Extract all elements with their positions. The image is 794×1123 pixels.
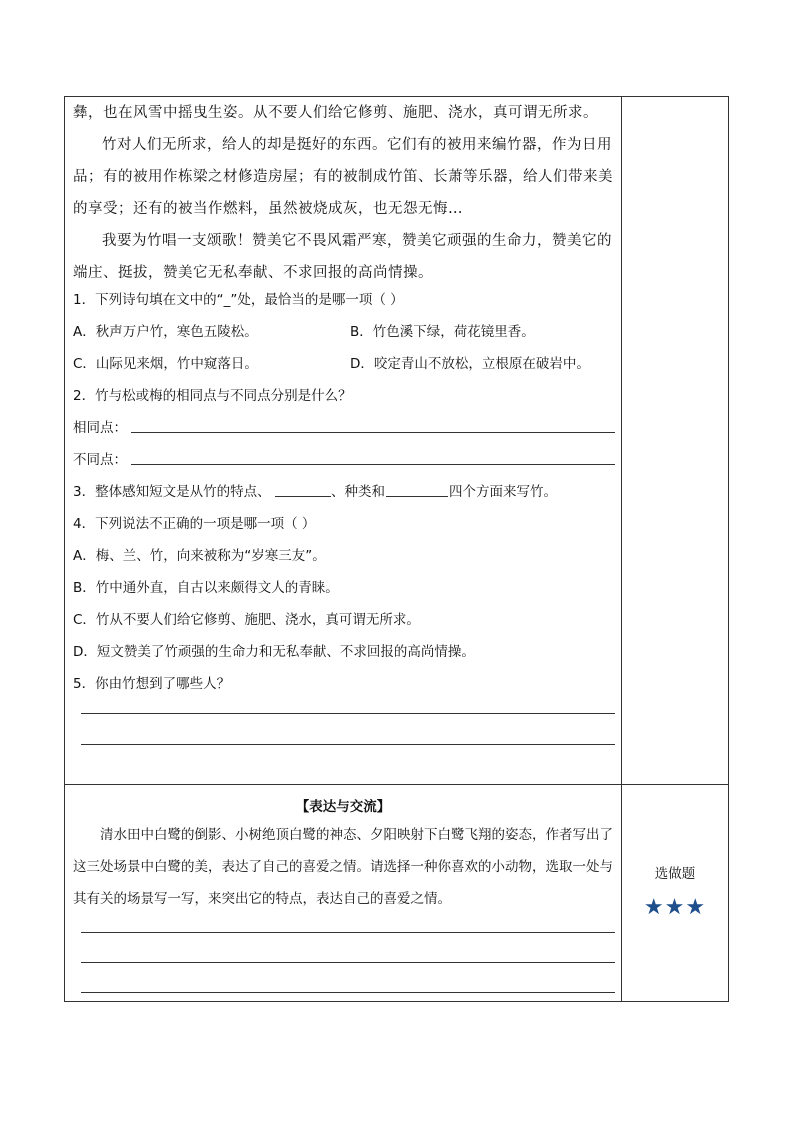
q3-part-2: 、种类和 [331, 484, 385, 500]
q4-option-d: D．短文赞美了竹顽强的生命力和无私奉献、不求回报的高尚情操。 [73, 644, 475, 660]
q3-blank-2[interactable] [386, 496, 448, 497]
writing-line-3[interactable] [81, 992, 615, 993]
writing-line-2[interactable] [81, 962, 615, 963]
q4-option-b: B．竹中通外直，自古以来颇得文人的青睐。 [73, 580, 339, 596]
q2-same-label: 相同点： [73, 420, 127, 436]
q1-option-d: D．咬定青山不放松，立根原在破岩中。 [350, 356, 590, 372]
difficulty-cell [622, 785, 728, 1001]
optional-task-label: 选做题 [654, 866, 696, 882]
question-4: 4．下列说法不正确的一项是哪一项（ ） [73, 516, 316, 532]
q1-option-b: B．竹色溪下绿，荷花镜里香。 [350, 324, 535, 340]
passage-paragraph-2: 竹对人们无所求，给人的却是挺好的东西。它们有的被用来编竹器，作为日用品；有的被用作栋梁之材修造房屋；有的被制成竹笛、长萧等乐器，给人们带来美的享受；还有的被当作燃料，虽然被烧成灰，也无怨无悔… [73, 137, 613, 217]
q3-part-3: 四个方面来写竹。 [449, 484, 557, 500]
q2-diff-label: 不同点： [73, 452, 127, 468]
q4-option-a: A．梅、兰、竹，向来被称为“岁寒三友”。 [73, 548, 326, 564]
q1-option-a: A．秋声万户竹，寒色五陵松。 [73, 324, 258, 340]
q2-same-answer-line[interactable] [131, 432, 615, 433]
expression-prompt: 清水田中白鹭的倒影、小树绝顶白鹭的神态、夕阳映射下白鹭飞翔的姿态，作者写出了这三处场景中白鹭的美，表达了自己的喜爱之情。请选择一种你喜欢的小动物，选取一处与其有关的场景写一写，来突出它的特点，表达自己的喜爱之情。 [73, 827, 613, 907]
reading-cell [65, 97, 621, 784]
q1-option-c: C．山际见来烟，竹中窥落日。 [73, 356, 258, 372]
q3-part-1: 3．整体感知短文是从竹的特点、 [73, 484, 271, 500]
writing-line-1[interactable] [81, 932, 615, 933]
expression-cell [65, 785, 621, 1001]
passage-line-continuation: 彝，也在风雪中摇曳生姿。从不要人们给它修剪、施肥、浇水，真可谓无所求。 [73, 105, 598, 121]
passage-paragraph-3: 我要为竹唱一支颂歌！赞美它不畏风霜严寒，赞美它顽强的生命力，赞美它的端庄、挺拔，赞美它无私奉献、不求回报的高尚情操。 [73, 233, 612, 281]
question-5: 5．你由竹想到了哪些人？ [73, 676, 231, 692]
star-rating-icon: ★★★ [643, 895, 707, 920]
q2-diff-answer-line[interactable] [131, 464, 615, 465]
question-1: 1．下列诗句填在文中的“_”处，最恰当的是哪一项（ ） [73, 292, 404, 308]
worksheet-table [64, 96, 729, 1002]
q3-blank-1[interactable] [275, 496, 331, 497]
q5-answer-line-1[interactable] [81, 713, 615, 714]
question-2: 2．竹与松或梅的相同点与不同点分别是什么？ [73, 388, 352, 404]
q5-answer-line-2[interactable] [81, 744, 615, 745]
section-title: 【表达与交流】 [295, 799, 391, 815]
q4-option-c: C．竹从不要人们给它修剪、施肥、浇水，真可谓无所求。 [73, 612, 420, 628]
